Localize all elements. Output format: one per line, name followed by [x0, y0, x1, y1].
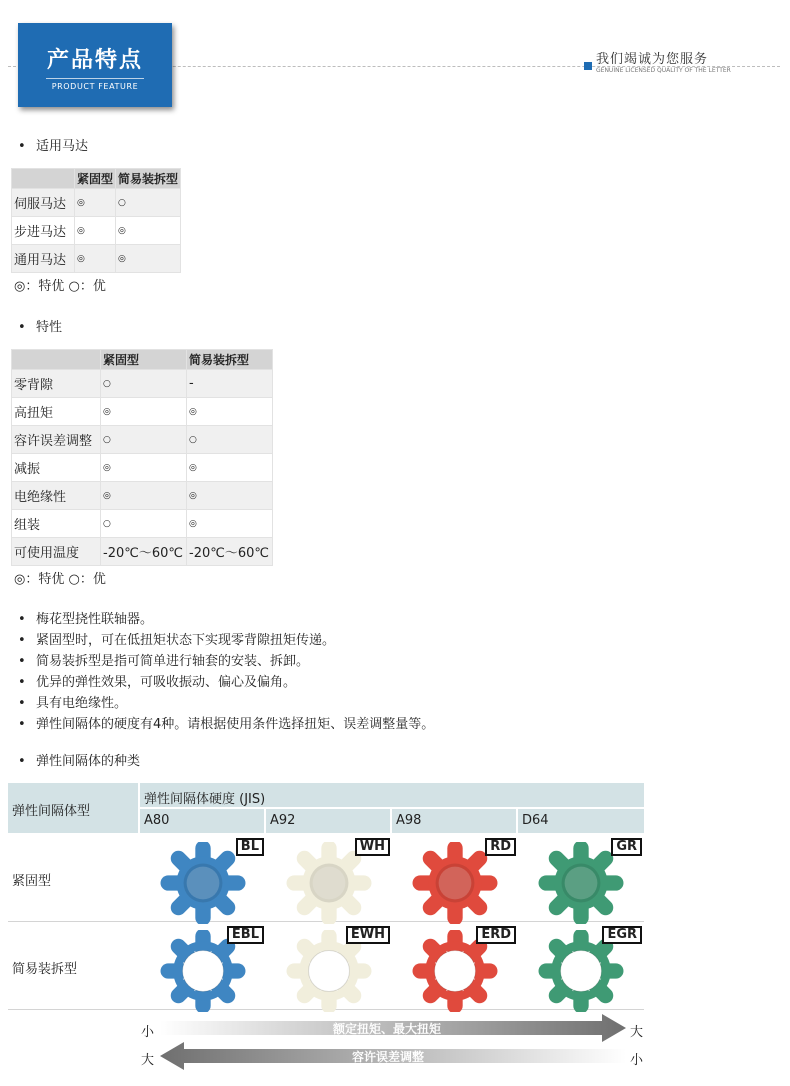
table-row: 高扭矩 ◎ ◎ — [12, 398, 273, 426]
spacer-image-ebl — [142, 924, 266, 1010]
table-row: 组装 ○ ◎ — [12, 510, 273, 538]
spacer-code-label: WH — [355, 838, 390, 856]
section-title-badge — [18, 23, 172, 107]
table-row: 容许误差调整 ○ ○ — [12, 426, 273, 454]
list-item: • 梅花型挠性联轴器。 — [18, 608, 434, 629]
list-item: • 具有电绝缘性。 — [18, 692, 434, 713]
list-item: • 简易装拆型是指可简单进行轴套的安装、拆卸。 — [18, 650, 434, 671]
hardness-d64: D64 — [518, 809, 644, 833]
feature-list — [18, 608, 434, 734]
spacer-image-gr — [520, 836, 644, 922]
spacer-image-ewh — [268, 924, 392, 1010]
table-row: 电绝缘性 ◎ ◎ — [12, 482, 273, 510]
bullet-properties: • 特性 — [18, 316, 62, 335]
spacer-code-label: EWH — [346, 926, 390, 944]
square-bullet-icon — [584, 62, 592, 70]
spacer-code-label: ERD — [476, 926, 516, 944]
table-row: 步进马达 ◎ ◎ — [12, 217, 181, 245]
slogan-text-en: GENUINE LICENSED QUALITY OF THE LETTER — [596, 67, 731, 74]
table-row: 通用马达 ◎ ◎ — [12, 245, 181, 273]
table-row: 可使用温度 -20℃～60℃ -20℃～60℃ — [12, 538, 273, 566]
spacer-type-header-cell — [8, 783, 138, 833]
spacer-code-label: GR — [611, 838, 642, 856]
error-arrow-left-label: 大 — [141, 1053, 155, 1068]
hardness-a98: A98 — [392, 809, 516, 833]
spacer-code-label: RD — [485, 838, 516, 856]
slogan-text: 我们竭诚为您服务 — [596, 52, 709, 67]
table-header-row: 紧固型 简易装拆型 — [12, 169, 181, 189]
hardness-a80: A80 — [140, 809, 264, 833]
list-item: • 弹性间隔体的硬度有4种。请根据使用条件选择扭矩、误差调整量等。 — [18, 713, 434, 734]
section-title-en: PRODUCT FEATURE — [51, 82, 139, 91]
properties-legend: ◎：特优 ○：优 — [14, 572, 106, 587]
table-header-row: 紧固型 简易装拆型 — [12, 350, 273, 370]
properties-table — [11, 349, 273, 566]
table-row: 零背隙 ○ - — [12, 370, 273, 398]
spacer-image-wh — [268, 836, 392, 922]
torque-arrow-label: 额定扭矩、最大扭矩 — [333, 1022, 442, 1036]
spacer-image-rd — [394, 836, 518, 922]
spacer-image-erd — [394, 924, 518, 1010]
spacer-type-header: 弹性间隔体型 — [12, 804, 91, 819]
spacer-spider-icon — [160, 842, 246, 924]
torque-arrow-left-label: 小 — [141, 1025, 155, 1040]
hardness-header: 弹性间隔体硬度 (JIS) — [144, 792, 266, 807]
hardness-header-cell — [140, 783, 644, 807]
bullet-motor: • 适用马达 — [18, 135, 88, 154]
motor-table — [11, 168, 181, 273]
error-arrow-right-label: 小 — [630, 1053, 644, 1068]
spacer-row-clamp: 紧固型 — [8, 834, 644, 922]
error-arrow-label: 容许误差调整 — [352, 1050, 425, 1064]
spacer-row-easy: 简易装拆型 — [8, 922, 644, 1010]
hardness-a92: A92 — [266, 809, 390, 833]
motor-legend: ◎：特优 ○：优 — [14, 279, 106, 294]
spacer-image-bl — [142, 836, 266, 922]
list-item: • 优异的弹性效果，可吸收振动、偏心及偏角。 — [18, 671, 434, 692]
spacer-code-label: EBL — [227, 926, 264, 944]
table-row: 减振 ◎ ◎ — [12, 454, 273, 482]
spacer-image-egr — [520, 924, 644, 1010]
torque-arrow-right-label: 大 — [630, 1025, 644, 1040]
bullet-spacer: • 弹性间隔体的种类 — [18, 750, 140, 769]
spacer-code-label: EGR — [602, 926, 642, 944]
table-row: 伺服马达 ◎ ○ — [12, 189, 181, 217]
section-title: 产品特点 — [46, 48, 143, 73]
spacer-code-label: BL — [236, 838, 264, 856]
list-item: • 紧固型时，可在低扭矩状态下实现零背隙扭矩传递。 — [18, 629, 434, 650]
